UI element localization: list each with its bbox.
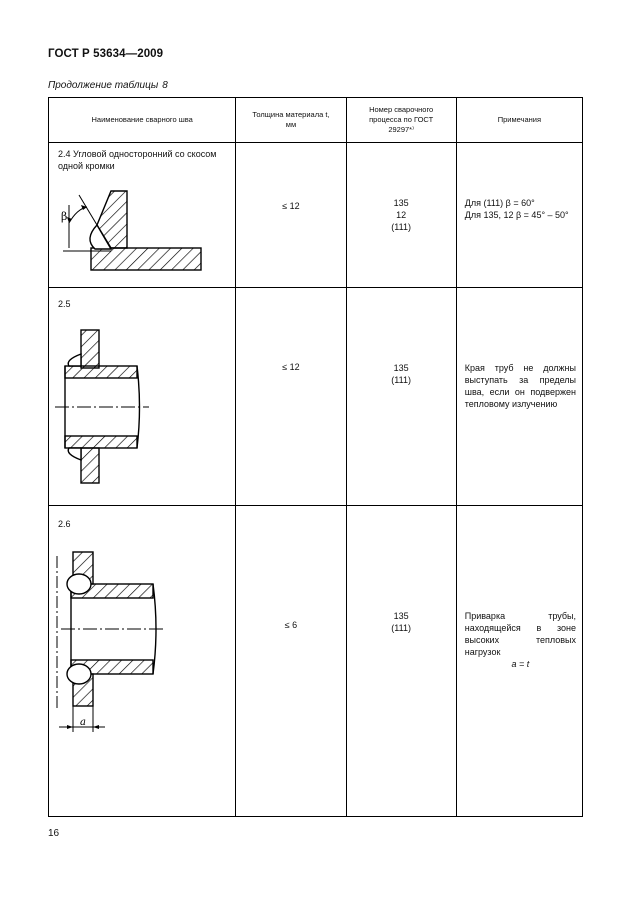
table-row: [49, 288, 583, 506]
page-number: 16: [48, 828, 60, 839]
document-header: ГОСТ Р 53634—2009: [48, 48, 164, 60]
thickness-value: ≤ 6: [284, 620, 298, 630]
weld-name-cell: [49, 506, 236, 817]
process-list: [347, 288, 456, 386]
column-header-process: [346, 98, 456, 143]
continuation-text: Продолжение таблицы: [48, 80, 159, 91]
thickness-value: ≤ 12: [282, 362, 300, 372]
table-number: 8: [162, 80, 168, 91]
row-title: 2.4 Угловой односторонний со скосом одной кромки: [58, 149, 217, 171]
process-code: 135: [393, 198, 409, 208]
table-continuation-label: [48, 80, 168, 91]
weld-name-cell: [49, 143, 236, 288]
note-text: Края труб не должны выступать за пределы шва, если он подвержен тепловому излучению: [464, 363, 576, 409]
process-cell: [346, 143, 456, 288]
table-header-row: [49, 98, 583, 143]
thickness-cell: [236, 506, 346, 817]
thickness-cell: [236, 288, 346, 506]
fillet-weld-bevel-figure: [49, 143, 236, 288]
note-line: Для 135, 12 β = 45° – 50°: [464, 210, 569, 220]
notes: [457, 143, 582, 221]
dimension-a-label: a: [80, 717, 86, 728]
process-code: 135: [393, 363, 409, 373]
pipe-to-plate-weld-figure: [49, 288, 236, 506]
process-cell: [346, 506, 456, 817]
process-code: (111): [391, 222, 411, 232]
column-header-thickness: [236, 98, 346, 143]
column-header-process-text: Номер сварочного процесса по ГОСТ 29297*⁾: [369, 105, 434, 134]
notes-cell: [456, 143, 582, 288]
pipe-through-plate-weld-figure: [49, 506, 236, 817]
beta-label: β: [61, 210, 68, 223]
thickness-cell: [236, 143, 346, 288]
process-list: [347, 143, 456, 233]
note-text: Приварка трубы, находящейся в зоне высоких тепловых нагрузок: [464, 611, 576, 657]
process-code: 12: [396, 210, 407, 220]
weld-table: [48, 97, 583, 819]
process-list: [347, 506, 456, 634]
process-code: 135: [393, 611, 409, 621]
column-header-weld-name: Наименование сварного шва: [49, 98, 236, 143]
process-cell: [346, 288, 456, 506]
weld-name-cell: [49, 288, 236, 506]
notes-cell: [456, 288, 582, 506]
thickness-value: ≤ 12: [282, 201, 300, 211]
column-header-thickness-text: Толщина материала t, мм: [252, 110, 330, 129]
note-formula: a = t: [511, 659, 530, 669]
note-line: Для (111) β = 60°: [464, 198, 535, 208]
row-title: 2.6: [58, 519, 71, 529]
table-row: [49, 143, 583, 288]
process-code: (111): [391, 375, 411, 385]
column-header-notes: Примечания: [456, 98, 582, 143]
notes-cell: [456, 506, 582, 817]
table-row: [49, 506, 583, 817]
row-title: 2.5: [58, 299, 71, 309]
process-code: (111): [391, 623, 411, 633]
